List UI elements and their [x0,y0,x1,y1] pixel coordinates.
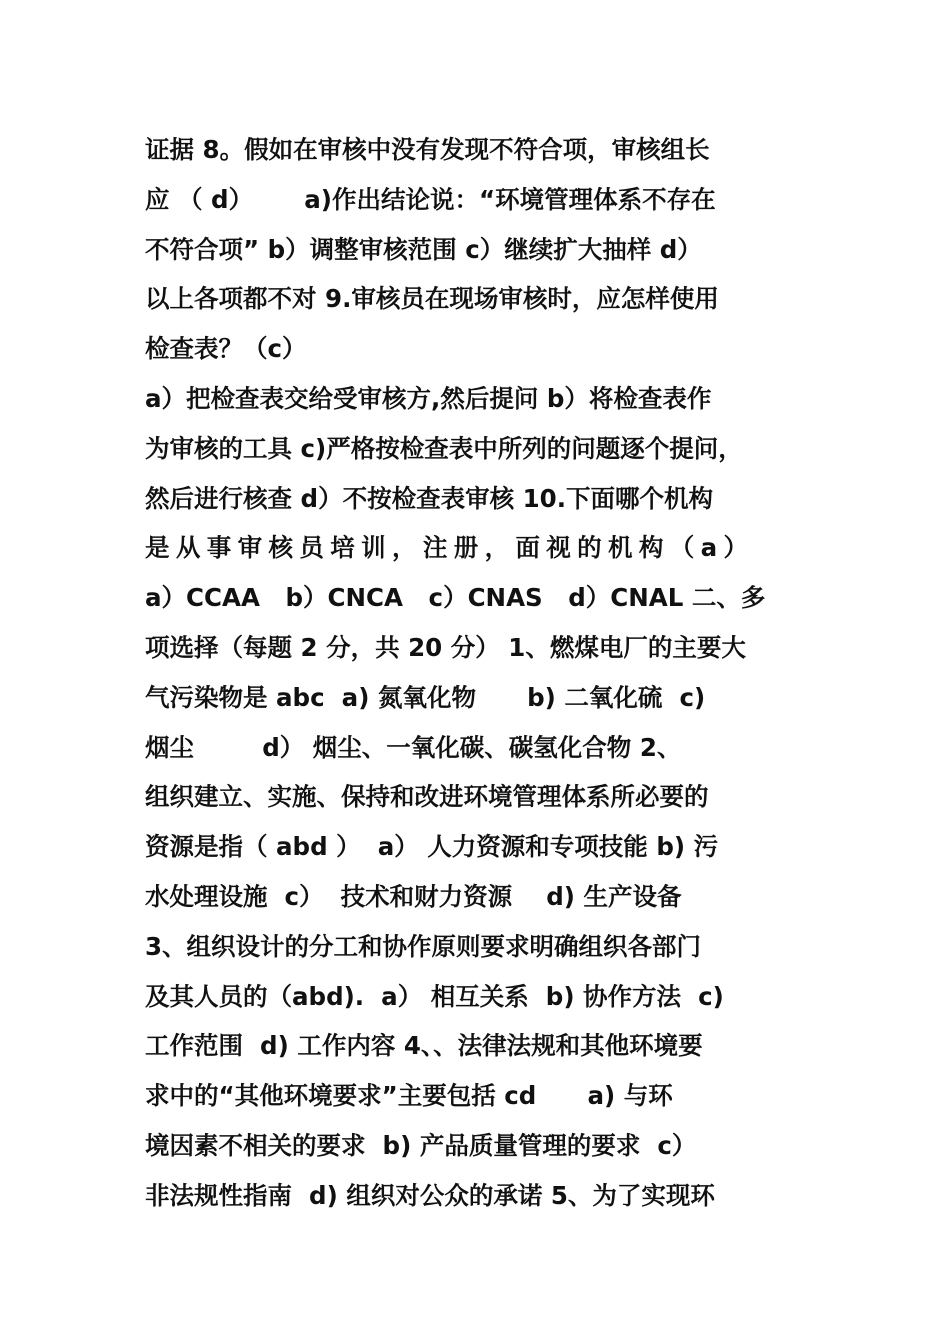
text-line: 境因素不相关的要求 b) 产品质量管理的要求 c） [145,1130,697,1160]
document-page [145,125,810,1221]
text-line: 及其人员的（abd). a） 相互关系 b) 协作方法 c) [145,981,724,1011]
text-line: 烟尘 d） 烟尘、一氧化碳、碳氢化合物 2、 [145,732,682,762]
text-line: 应 （ d） a)作出结论说：“环境管理体系不存在 [145,184,716,214]
text-line: a）CCAA b）CNCA c）CNAS d）CNAL 二、多 [145,583,766,613]
text-line: 非法规性指南 d) 组织对公众的承诺 5、为了实现环 [145,1180,715,1210]
text-line: a）把检查表交给受审核方,然后提问 b）将检查表作 [145,383,712,413]
text-line: 求中的“其他环境要求”主要包括 cd a) 与环 [145,1081,673,1111]
text-line: 不符合项” b）调整审核范围 c）继续扩大抽样 d） [145,234,702,264]
text-line: 项选择（每题 2 分，共 20 分） 1、燃煤电厂的主要大 [145,632,746,662]
text-line: 然后进行核查 d）不按检查表审核 10.下面哪个机构 [145,483,713,513]
text-line: 组织建立、实施、保持和改进环境管理体系所必要的 [145,782,709,812]
text-line: 以上各项都不对 9.审核员在现场审核时，应怎样使用 [145,284,719,314]
text-line: 资源是指（ abd ） a） 人力资源和专项技能 b) 污 [145,832,719,862]
text-line: 为审核的工具 c)严格按检查表中所列的问题逐个提问， [145,433,743,463]
text-line: 工作范围 d) 工作内容 4、、法律法规和其他环境要 [145,1031,703,1061]
text-line: 气污染物是 abc a) 氮氧化物 b) 二氧化硫 c) [145,682,706,712]
text-line: 检查表？（c） [145,334,307,364]
text-line: 3、组织设计的分工和协作原则要求明确组织各部门 [145,931,702,961]
text-line: 证据 8。假如在审核中没有发现不符合项，审核组长 [145,135,710,164]
text-line: 是从事审核员培训，注册，面视的机构（a） [145,533,755,563]
text-line: 水处理设施 c） 技术和财力资源 d) 生产设备 [145,881,682,911]
